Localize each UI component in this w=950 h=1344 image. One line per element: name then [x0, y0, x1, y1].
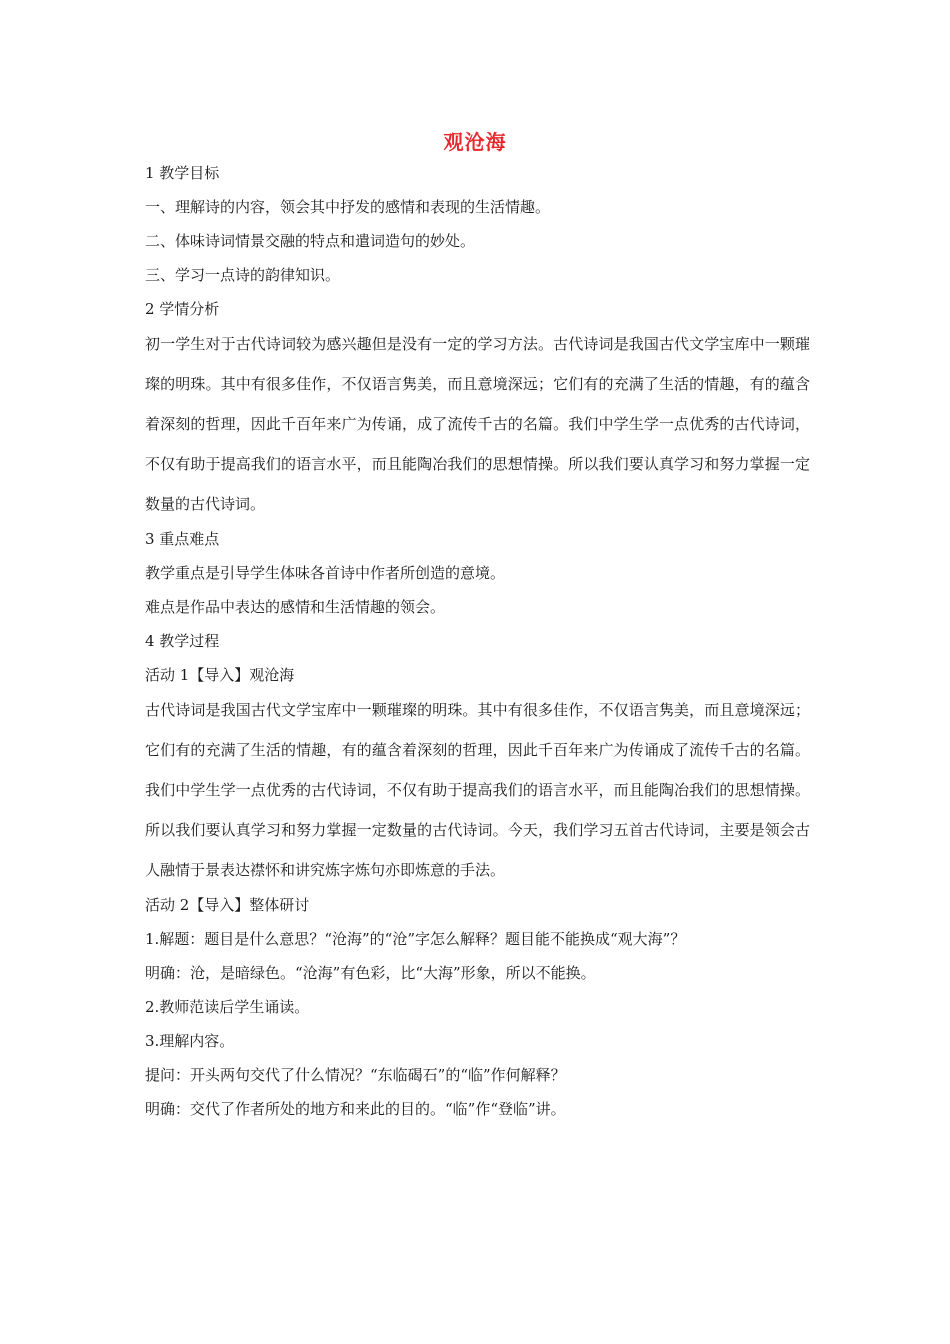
list-item: 二、体味诗词情景交融的特点和遣词造句的妙处。	[145, 232, 476, 250]
paragraph: 古代诗词是我国古代文学宝库中一颗璀璨的明珠。其中有很多佳作，不仅语言隽美，而且意境深远；它们有的充满了生活的情趣，有的蕴含着深刻的哲理，因此千百年来广为传诵成了流传千古的名篇。我们中学生学一点优秀的古代诗词，不仅有助于提高我们的语言水平，而且能陶冶我们的思想情操。所以我们要认真学习和努力掌握一定数量的古代诗词。今天，我们学习五首古代诗词，主要是领会古人融情于景表达襟怀和讲究炼字炼句亦即炼意的手法。	[145, 701, 810, 879]
document-body	[145, 160, 810, 1130]
section-heading: 4 教学过程	[145, 632, 220, 650]
paragraph: 初一学生对于古代诗词较为感兴趣但是没有一定的学习方法。古代诗词是我国古代文学宝库中一颗璀璨的明珠。其中有很多佳作，不仅语言隽美，而且意境深远；它们有的充满了生活的情趣，有的蕴含着深刻的哲理，因此千百年来广为传诵，成了流传千古的名篇。我们中学生学一点优秀的古代诗词，不仅有助于提高我们的语言水平，而且能陶冶我们的思想情操。所以我们要认真学习和努力掌握一定数量的古代诗词。	[145, 335, 810, 513]
text-line: 2.教师范读后学生诵读。	[145, 998, 310, 1016]
text-line: 难点是作品中表达的感情和生活情趣的领会。	[145, 598, 446, 616]
section-heading: 2 学情分析	[145, 300, 220, 318]
section-heading: 1 教学目标	[145, 164, 220, 182]
list-item: 一、理解诗的内容，领会其中抒发的感情和表现的生活情趣。	[145, 198, 551, 216]
activity-heading: 活动 1【导入】观沧海	[145, 666, 295, 684]
text-line: 1.解题：题目是什么意思？“沧海”的“沧”字怎么解释？题目能不能换成“观大海”？	[145, 930, 686, 948]
list-item: 三、学习一点诗的韵律知识。	[145, 266, 341, 284]
text-line: 教学重点是引导学生体味各首诗中作者所创造的意境。	[145, 564, 506, 582]
section-heading: 3 重点难点	[145, 530, 220, 548]
activity-heading: 活动 2【导入】整体研讨	[145, 896, 310, 914]
text-line: 明确：沧，是暗绿色。“沧海”有色彩，比“大海”形象，所以不能换。	[145, 964, 596, 982]
text-line: 提问：开头两句交代了什么情况？“东临碣石”的“临”作何解释？	[145, 1066, 566, 1084]
document-title: 观沧海	[443, 130, 507, 154]
text-line: 明确：交代了作者所处的地方和来此的目的。“临”作“登临”讲。	[145, 1100, 566, 1118]
text-line: 3.理解内容。	[145, 1032, 235, 1050]
